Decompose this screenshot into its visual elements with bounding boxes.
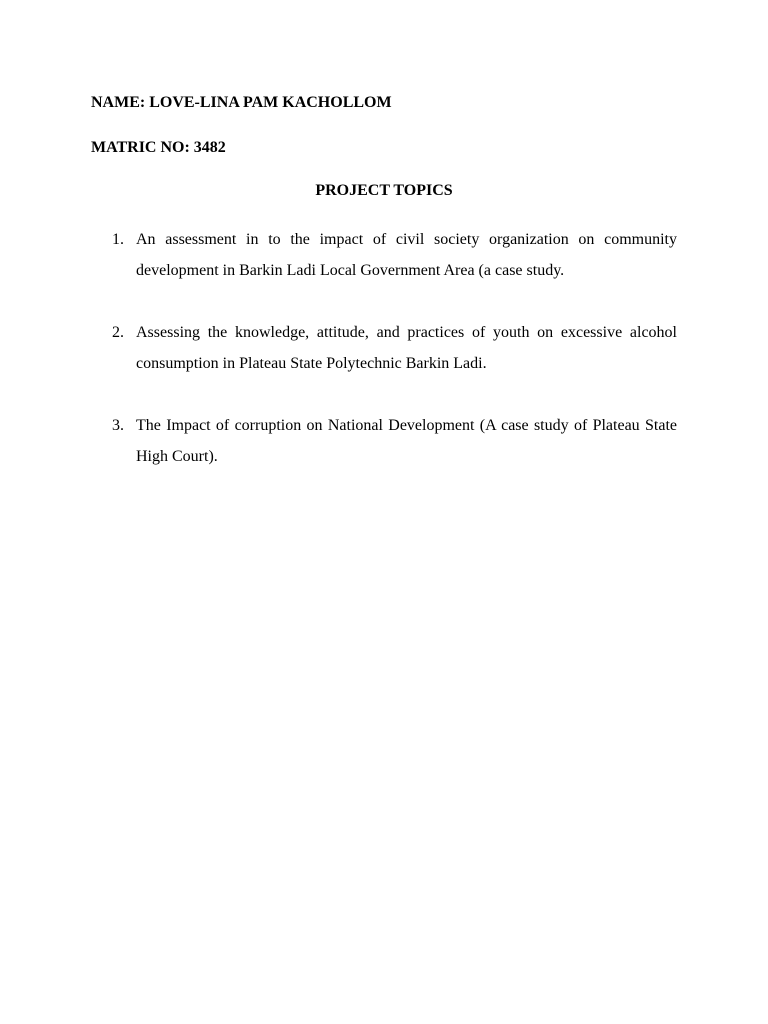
page-title: PROJECT TOPICS bbox=[315, 182, 453, 199]
topic-item bbox=[91, 410, 677, 472]
topic-item bbox=[91, 317, 677, 379]
student-name: NAME: LOVE-LINA PAM KACHOLLOM bbox=[91, 94, 392, 111]
matric-number: MATRIC NO: 3482 bbox=[91, 139, 226, 156]
topic-list bbox=[91, 224, 677, 503]
topic-item bbox=[91, 224, 677, 286]
topic-number: 1. bbox=[112, 231, 124, 248]
topic-text: An assessment in to the impact of civil society organization on community development in Barkin Ladi Local Government Area (a case study. bbox=[136, 231, 677, 279]
topic-text: Assessing the knowledge, attitude, and practices of youth on excessive alcohol consumption in Plateau State Polytechnic Barkin Ladi. bbox=[136, 324, 677, 372]
topic-number: 3. bbox=[112, 417, 124, 434]
topic-text: The Impact of corruption on National Development (A case study of Plateau State High Court). bbox=[136, 417, 677, 465]
topic-number: 2. bbox=[112, 324, 124, 341]
